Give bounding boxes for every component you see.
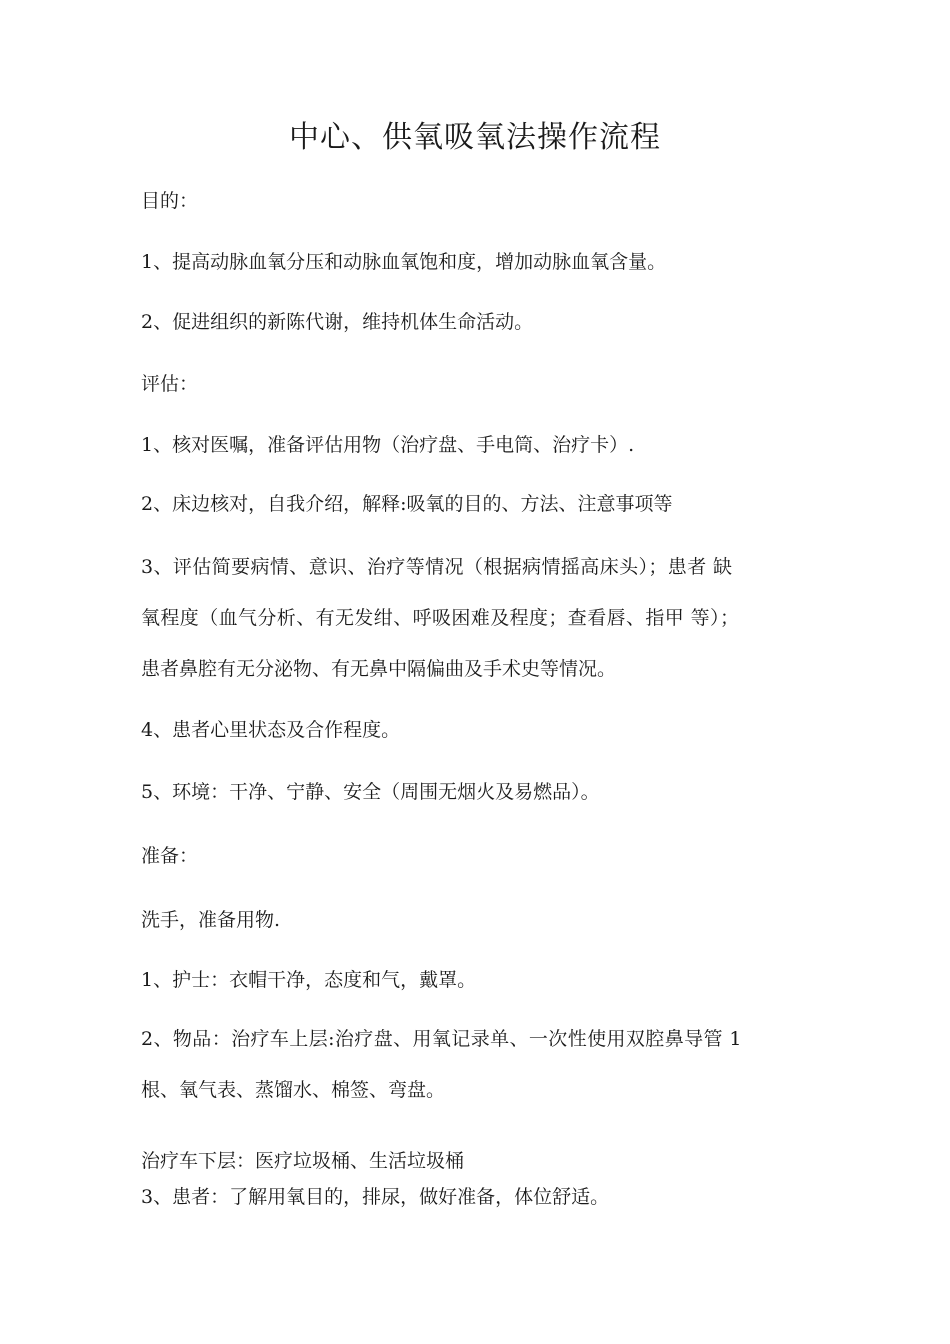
paragraph-line: 5、环境：干净、宁静、安全（周围无烟火及易燃品）。	[141, 781, 600, 803]
section-heading-preparation: 准备：	[141, 845, 199, 867]
paragraph-line: 2、床边核对，自我介绍，解释:吸氧的目的、方法、注意事项等	[141, 493, 673, 515]
paragraph-line: 洗手，准备用物.	[141, 909, 281, 931]
paragraph-line: 1、核对医嘱，准备评估用物（治疗盘、手电筒、治疗卡）.	[141, 434, 635, 456]
paragraph-line: 2、物品：治疗车上层:治疗盘、用氧记录单、一次性使用双腔鼻导管 1	[141, 1028, 742, 1050]
paragraph-line: 根、氧气表、蒸馏水、棉签、弯盘。	[141, 1079, 446, 1101]
section-heading-assessment: 评估：	[141, 373, 199, 395]
paragraph-line: 2、促进组织的新陈代谢，维持机体生命活动。	[141, 311, 534, 333]
section-heading-purpose: 目的：	[141, 190, 199, 212]
paragraph-line: 1、提高动脉血氧分压和动脉血氧饱和度，增加动脉血氧含量。	[141, 251, 667, 273]
paragraph-line: 氧程度（血气分析、有无发绀、呼吸困难及程度；查看唇、指甲 等）；	[141, 607, 740, 629]
paragraph-line: 1、护士：衣帽干净，态度和气，戴罩。	[141, 969, 477, 991]
paragraph-line: 患者鼻腔有无分泌物、有无鼻中隔偏曲及手术史等情况。	[141, 658, 617, 680]
paragraph-line: 治疗车下层：医疗垃圾桶、生活垃圾桶	[141, 1150, 465, 1172]
paragraph-line: 3、评估简要病情、意识、治疗等情况（根据病情摇高床头）；患者 缺	[141, 556, 733, 578]
paragraph-line: 4、患者心里状态及合作程度。	[141, 719, 401, 741]
document-title: 中心、供氧吸氧法操作流程	[289, 120, 661, 155]
paragraph-line: 3、患者：了解用氧目的，排尿，做好准备，体位舒适。	[141, 1186, 610, 1208]
